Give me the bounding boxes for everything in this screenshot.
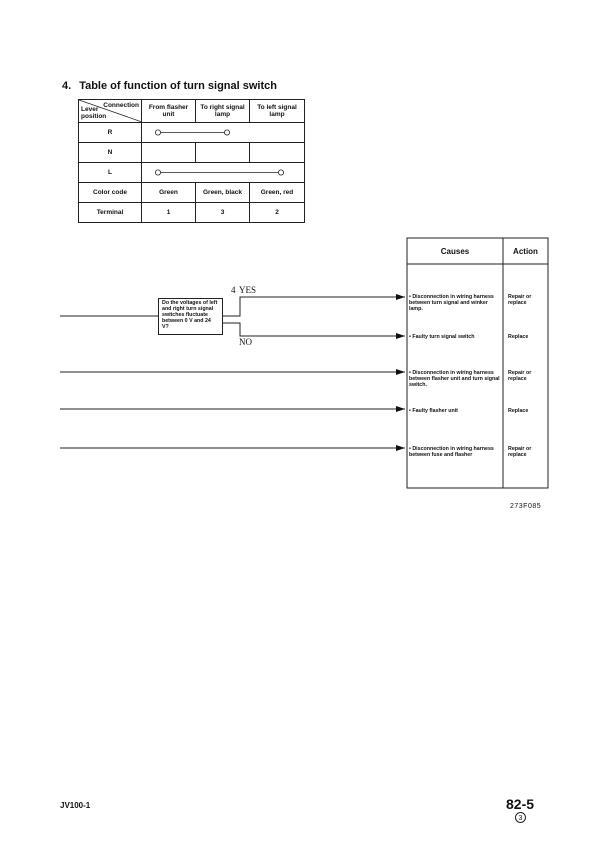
footer-page-number: 82-5 [506,796,535,812]
cause-item: • Faulty turn signal switch [409,334,475,340]
action-item: Replace [508,334,529,340]
cause-item: • Disconnection in wiring harness between fuse and flasher [409,446,494,459]
section-number: 4. [62,80,72,92]
terminal-label: Terminal [79,203,142,223]
question-box: Do the voltages of left and right turn signal switches fluctuate between 0 V and 24 V? [158,298,223,335]
no-label: NO [239,337,252,347]
lever-position-cell: L [79,163,142,183]
cause-item: • Faulty flasher unit [409,408,458,414]
footer-model: JV100-1 [60,801,91,810]
corner-bottom-label: Lever position [81,106,107,120]
color-code-cell: Green, red [250,183,305,203]
causes-header: Causes [440,247,470,256]
step-number: 4 [231,285,236,295]
no-branch-line [223,323,405,336]
lever-position-cell: R [79,123,142,143]
color-code-cell: Green, black [196,183,250,203]
action-item: Repair or replace [508,446,532,459]
action-header: Action [513,247,538,256]
color-code-label: Color code [79,183,142,203]
action-item: Repair or replace [508,294,532,307]
terminal-cell: 2 [250,203,305,223]
figure-code: 273F085 [510,503,542,510]
section-title-text: Table of function of turn signal switch [79,80,277,92]
yes-label: YES [239,285,257,295]
table-header-cell: To left signal lamp [250,100,305,123]
revision-mark: 3 [515,812,526,823]
action-item: Replace [508,408,529,414]
cause-item: • Disconnection in wiring harness between flasher unit and turn signal switch. [409,370,500,389]
corner-top-label: Connection [103,102,139,109]
cause-item: • Disconnection in wiring harness between turn signal and winker lamp. [409,294,494,313]
terminal-cell: 1 [142,203,196,223]
color-code-cell: Green [142,183,196,203]
lever-position-cell: N [79,143,142,163]
yes-branch-line [223,297,405,316]
table-header-cell: From flasher unit [142,100,196,123]
action-item: Repair or replace [508,370,532,383]
terminal-cell: 3 [196,203,250,223]
table-header-cell: To right signal lamp [196,100,250,123]
